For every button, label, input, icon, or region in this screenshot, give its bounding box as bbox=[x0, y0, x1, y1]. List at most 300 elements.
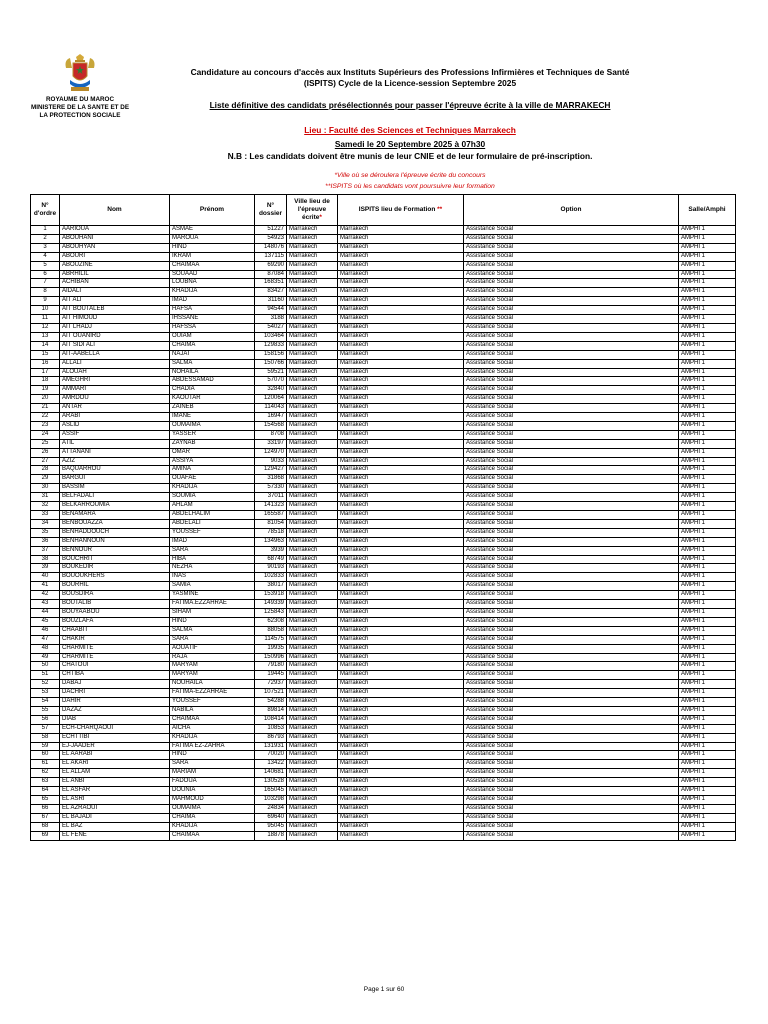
cell-option: Assistance Social bbox=[464, 323, 679, 332]
cell-ville: Marrakech bbox=[287, 778, 338, 787]
cell-ordre: 38 bbox=[31, 555, 60, 564]
cell-dossier: 103298 bbox=[255, 796, 287, 805]
cell-dossier: 88058 bbox=[255, 626, 287, 635]
cell-option: Assistance Social bbox=[464, 617, 679, 626]
cell-nom: AIT BOUTALEB bbox=[60, 306, 170, 315]
cell-ispits: Marrakech bbox=[338, 600, 464, 609]
cell-prenom: NOHAILA bbox=[170, 368, 255, 377]
cell-salle: AMPHI 1 bbox=[679, 439, 736, 448]
table-row bbox=[31, 466, 736, 475]
cell-prenom: HIND bbox=[170, 617, 255, 626]
table-row bbox=[31, 706, 736, 715]
cell-prenom: CHAIMA bbox=[170, 813, 255, 822]
cell-nom: ATIL bbox=[60, 439, 170, 448]
cell-option: Assistance Social bbox=[464, 430, 679, 439]
cell-dossier: 131931 bbox=[255, 742, 287, 751]
cell-ordre: 5 bbox=[31, 261, 60, 270]
cell-salle: AMPHI 1 bbox=[679, 724, 736, 733]
cell-ville: Marrakech bbox=[287, 804, 338, 813]
cell-nom: ABOURI bbox=[60, 252, 170, 261]
cell-salle: AMPHI 1 bbox=[679, 608, 736, 617]
cell-ispits: Marrakech bbox=[338, 252, 464, 261]
cell-ville: Marrakech bbox=[287, 796, 338, 805]
cell-ville: Marrakech bbox=[287, 484, 338, 493]
cell-ordre: 23 bbox=[31, 421, 60, 430]
cell-option: Assistance Social bbox=[464, 359, 679, 368]
exam-location: Lieu : Faculté des Sciences et Techniques Marrakech bbox=[304, 125, 516, 135]
cell-salle: AMPHI 1 bbox=[679, 653, 736, 662]
cell-ordre: 30 bbox=[31, 484, 60, 493]
cell-ispits: Marrakech bbox=[338, 297, 464, 306]
cell-ville: Marrakech bbox=[287, 404, 338, 413]
col-salle-header: Salle/Amphi bbox=[679, 195, 736, 226]
table-row bbox=[31, 288, 736, 297]
cell-dossier: 69290 bbox=[255, 261, 287, 270]
table-row bbox=[31, 635, 736, 644]
cell-ordre: 69 bbox=[31, 831, 60, 840]
cell-nom: BOUSDIRA bbox=[60, 591, 170, 600]
cell-nom: BOURHIL bbox=[60, 582, 170, 591]
cell-ordre: 16 bbox=[31, 359, 60, 368]
cell-ville: Marrakech bbox=[287, 359, 338, 368]
cell-option: Assistance Social bbox=[464, 404, 679, 413]
cell-option: Assistance Social bbox=[464, 368, 679, 377]
cell-option: Assistance Social bbox=[464, 733, 679, 742]
cell-ispits: Marrakech bbox=[338, 430, 464, 439]
cell-ville: Marrakech bbox=[287, 448, 338, 457]
table-row bbox=[31, 698, 736, 707]
cell-salle: AMPHI 1 bbox=[679, 680, 736, 689]
cell-dossier: 54027 bbox=[255, 323, 287, 332]
table-row bbox=[31, 323, 736, 332]
table-row bbox=[31, 234, 736, 243]
cell-nom: ABOUHYAN bbox=[60, 243, 170, 252]
cell-ville: Marrakech bbox=[287, 332, 338, 341]
cell-dossier: 57330 bbox=[255, 484, 287, 493]
cell-prenom: IHSSANE bbox=[170, 315, 255, 324]
cell-dossier: 51227 bbox=[255, 226, 287, 235]
cell-nom: EL FENE bbox=[60, 831, 170, 840]
ministry-header bbox=[20, 96, 140, 120]
coat-of-arms-icon bbox=[62, 54, 98, 94]
table-row bbox=[31, 306, 736, 315]
cell-salle: AMPHI 1 bbox=[679, 555, 736, 564]
cell-ordre: 57 bbox=[31, 724, 60, 733]
cell-prenom: KHADIJA bbox=[170, 733, 255, 742]
cell-ispits: Marrakech bbox=[338, 662, 464, 671]
cell-nom: DIAB bbox=[60, 715, 170, 724]
cell-ispits: Marrakech bbox=[338, 582, 464, 591]
cell-ville: Marrakech bbox=[287, 475, 338, 484]
table-row bbox=[31, 377, 736, 386]
cell-dossier: 72937 bbox=[255, 680, 287, 689]
cell-nom: DAHIR bbox=[60, 698, 170, 707]
cell-ordre: 14 bbox=[31, 341, 60, 350]
cell-ville: Marrakech bbox=[287, 519, 338, 528]
cell-ispits: Marrakech bbox=[338, 519, 464, 528]
table-row bbox=[31, 751, 736, 760]
cell-ordre: 65 bbox=[31, 796, 60, 805]
cell-option: Assistance Social bbox=[464, 608, 679, 617]
table-body bbox=[31, 226, 736, 841]
cell-nom: BOUZLAFA bbox=[60, 617, 170, 626]
cell-ispits: Marrakech bbox=[338, 822, 464, 831]
cell-salle: AMPHI 1 bbox=[679, 787, 736, 796]
cell-prenom: SALMA bbox=[170, 359, 255, 368]
cell-ispits: Marrakech bbox=[338, 635, 464, 644]
cell-prenom: YASSER bbox=[170, 430, 255, 439]
cell-ville: Marrakech bbox=[287, 769, 338, 778]
cell-nom: AIT-AABELLA bbox=[60, 350, 170, 359]
cell-nom: AARIOUA bbox=[60, 226, 170, 235]
cell-ville: Marrakech bbox=[287, 671, 338, 680]
cell-salle: AMPHI 1 bbox=[679, 404, 736, 413]
cell-salle: AMPHI 1 bbox=[679, 466, 736, 475]
table-row bbox=[31, 261, 736, 270]
table-row bbox=[31, 270, 736, 279]
cell-ville: Marrakech bbox=[287, 457, 338, 466]
cell-option: Assistance Social bbox=[464, 573, 679, 582]
cell-ordre: 37 bbox=[31, 546, 60, 555]
cell-salle: AMPHI 1 bbox=[679, 306, 736, 315]
cell-prenom: AOUATIF bbox=[170, 644, 255, 653]
cell-ordre: 6 bbox=[31, 270, 60, 279]
cell-prenom: NOUHAILA bbox=[170, 680, 255, 689]
cell-prenom: INAS bbox=[170, 573, 255, 582]
cell-ville: Marrakech bbox=[287, 635, 338, 644]
cell-option: Assistance Social bbox=[464, 644, 679, 653]
cell-ville: Marrakech bbox=[287, 413, 338, 422]
table-header-row bbox=[31, 195, 736, 226]
cell-salle: AMPHI 1 bbox=[679, 341, 736, 350]
cell-prenom: OUMAIMA bbox=[170, 421, 255, 430]
cell-prenom: CHADIA bbox=[170, 386, 255, 395]
cell-ordre: 1 bbox=[31, 226, 60, 235]
cell-ispits: Marrakech bbox=[338, 796, 464, 805]
table-row bbox=[31, 511, 736, 520]
cell-ordre: 15 bbox=[31, 350, 60, 359]
cell-dossier: 3188 bbox=[255, 315, 287, 324]
table-row bbox=[31, 796, 736, 805]
cell-dossier: 114575 bbox=[255, 635, 287, 644]
cell-nom: EL AARABI bbox=[60, 751, 170, 760]
cell-salle: AMPHI 1 bbox=[679, 626, 736, 635]
cell-dossier: 78518 bbox=[255, 528, 287, 537]
table-row bbox=[31, 769, 736, 778]
cell-option: Assistance Social bbox=[464, 332, 679, 341]
cell-nom: BELKARROUMIA bbox=[60, 502, 170, 511]
cell-ispits: Marrakech bbox=[338, 323, 464, 332]
cell-salle: AMPHI 1 bbox=[679, 796, 736, 805]
cell-salle: AMPHI 1 bbox=[679, 519, 736, 528]
table-row bbox=[31, 617, 736, 626]
cell-ville: Marrakech bbox=[287, 421, 338, 430]
cell-ordre: 42 bbox=[31, 591, 60, 600]
col-prenom-header: Prénom bbox=[170, 195, 255, 226]
cell-ordre: 27 bbox=[31, 457, 60, 466]
cell-dossier: 70020 bbox=[255, 751, 287, 760]
cell-prenom: SOUAAD bbox=[170, 270, 255, 279]
table-row bbox=[31, 671, 736, 680]
cell-dossier: 37011 bbox=[255, 493, 287, 502]
cell-ville: Marrakech bbox=[287, 270, 338, 279]
cell-salle: AMPHI 1 bbox=[679, 243, 736, 252]
cell-ispits: Marrakech bbox=[338, 653, 464, 662]
cell-salle: AMPHI 1 bbox=[679, 288, 736, 297]
cell-salle: AMPHI 1 bbox=[679, 413, 736, 422]
cell-prenom: SOUMIA bbox=[170, 493, 255, 502]
cell-ville: Marrakech bbox=[287, 315, 338, 324]
table-row bbox=[31, 653, 736, 662]
cell-prenom: CHAIMA bbox=[170, 341, 255, 350]
col-dossier-header: N° dossier bbox=[255, 195, 287, 226]
cell-ville: Marrakech bbox=[287, 555, 338, 564]
cell-salle: AMPHI 1 bbox=[679, 226, 736, 235]
cell-nom: ASSIF bbox=[60, 430, 170, 439]
cell-salle: AMPHI 1 bbox=[679, 475, 736, 484]
cell-nom: CHTIBA bbox=[60, 671, 170, 680]
cell-prenom: HAFSA bbox=[170, 306, 255, 315]
cell-ville: Marrakech bbox=[287, 733, 338, 742]
cell-ordre: 59 bbox=[31, 742, 60, 751]
cell-nom: ABOUHANI bbox=[60, 234, 170, 243]
cell-dossier: 59521 bbox=[255, 368, 287, 377]
cell-dossier: 94544 bbox=[255, 306, 287, 315]
cell-ispits: Marrakech bbox=[338, 617, 464, 626]
table-row bbox=[31, 297, 736, 306]
cell-salle: AMPHI 1 bbox=[679, 644, 736, 653]
cell-salle: AMPHI 1 bbox=[679, 635, 736, 644]
cell-salle: AMPHI 1 bbox=[679, 573, 736, 582]
cell-salle: AMPHI 1 bbox=[679, 493, 736, 502]
cell-salle: AMPHI 1 bbox=[679, 733, 736, 742]
cell-ispits: Marrakech bbox=[338, 706, 464, 715]
cell-salle: AMPHI 1 bbox=[679, 511, 736, 520]
cell-ispits: Marrakech bbox=[338, 778, 464, 787]
cell-ville: Marrakech bbox=[287, 608, 338, 617]
cell-option: Assistance Social bbox=[464, 742, 679, 751]
cell-ville: Marrakech bbox=[287, 680, 338, 689]
cell-dossier: 89814 bbox=[255, 706, 287, 715]
cell-option: Assistance Social bbox=[464, 297, 679, 306]
cell-ordre: 56 bbox=[31, 715, 60, 724]
cell-dossier: 130528 bbox=[255, 778, 287, 787]
cell-nom: EL ANBI bbox=[60, 778, 170, 787]
cell-ordre: 43 bbox=[31, 600, 60, 609]
cell-salle: AMPHI 1 bbox=[679, 742, 736, 751]
cell-nom: CHARMITE bbox=[60, 653, 170, 662]
cell-prenom: IKRAM bbox=[170, 252, 255, 261]
cell-ispits: Marrakech bbox=[338, 448, 464, 457]
cell-salle: AMPHI 1 bbox=[679, 359, 736, 368]
col-nom-header: Nom bbox=[60, 195, 170, 226]
cell-prenom: FATIMA.EZZAHRAE bbox=[170, 600, 255, 609]
cell-ville: Marrakech bbox=[287, 502, 338, 511]
cell-dossier: 13422 bbox=[255, 760, 287, 769]
cell-ispits: Marrakech bbox=[338, 484, 464, 493]
cell-ordre: 12 bbox=[31, 323, 60, 332]
cell-option: Assistance Social bbox=[464, 466, 679, 475]
cell-ordre: 7 bbox=[31, 279, 60, 288]
cell-ordre: 13 bbox=[31, 332, 60, 341]
cell-ispits: Marrakech bbox=[338, 564, 464, 573]
table-row bbox=[31, 724, 736, 733]
cell-salle: AMPHI 1 bbox=[679, 421, 736, 430]
cell-salle: AMPHI 1 bbox=[679, 760, 736, 769]
cell-option: Assistance Social bbox=[464, 778, 679, 787]
cell-prenom: NABILA bbox=[170, 706, 255, 715]
cell-nom: AIT SIDI ALI bbox=[60, 341, 170, 350]
cell-ville: Marrakech bbox=[287, 537, 338, 546]
cell-ispits: Marrakech bbox=[338, 787, 464, 796]
cell-option: Assistance Social bbox=[464, 457, 679, 466]
table-row bbox=[31, 582, 736, 591]
cell-option: Assistance Social bbox=[464, 252, 679, 261]
cell-salle: AMPHI 1 bbox=[679, 617, 736, 626]
cell-ordre: 52 bbox=[31, 680, 60, 689]
title-line: Candidature au concours d'accès aux Instituts Supérieurs des Professions Infirmières et Techniques de Santé bbox=[190, 67, 630, 77]
cell-ispits: Marrakech bbox=[338, 733, 464, 742]
page-footer: Page 1 sur 60 bbox=[363, 986, 405, 993]
cell-salle: AMPHI 1 bbox=[679, 270, 736, 279]
cell-dossier: 10853 bbox=[255, 724, 287, 733]
cell-ispits: Marrakech bbox=[338, 537, 464, 546]
cell-option: Assistance Social bbox=[464, 591, 679, 600]
cell-ville: Marrakech bbox=[287, 698, 338, 707]
cell-dossier: 8708 bbox=[255, 430, 287, 439]
cell-nom: BENNOUR bbox=[60, 546, 170, 555]
cell-dossier: 31160 bbox=[255, 297, 287, 306]
table-row bbox=[31, 662, 736, 671]
cell-option: Assistance Social bbox=[464, 502, 679, 511]
cell-dossier: 9033 bbox=[255, 457, 287, 466]
cell-nom: EL BAJADI bbox=[60, 813, 170, 822]
cell-option: Assistance Social bbox=[464, 528, 679, 537]
cell-prenom: MARYAM bbox=[170, 671, 255, 680]
cell-salle: AMPHI 1 bbox=[679, 831, 736, 840]
cell-ordre: 34 bbox=[31, 519, 60, 528]
cell-prenom: KAOUTAR bbox=[170, 395, 255, 404]
cell-nom: AMEGHRI bbox=[60, 377, 170, 386]
cell-nom: BASSIM bbox=[60, 484, 170, 493]
cell-prenom: OUIAM bbox=[170, 332, 255, 341]
ministry-line: ROYAUME DU MAROC bbox=[46, 96, 114, 103]
table-row bbox=[31, 502, 736, 511]
cell-ispits: Marrakech bbox=[338, 350, 464, 359]
cell-ispits: Marrakech bbox=[338, 306, 464, 315]
cell-salle: AMPHI 1 bbox=[679, 315, 736, 324]
col-ville-label: Ville lieu de l'épreuve écrite bbox=[294, 198, 330, 221]
cell-nom: AIT LHADJ bbox=[60, 323, 170, 332]
cell-ordre: 19 bbox=[31, 386, 60, 395]
cell-option: Assistance Social bbox=[464, 377, 679, 386]
cell-ville: Marrakech bbox=[287, 323, 338, 332]
cell-ordre: 33 bbox=[31, 511, 60, 520]
cell-prenom: CHAIMAA bbox=[170, 715, 255, 724]
cell-prenom: OUAFAE bbox=[170, 475, 255, 484]
cell-ville: Marrakech bbox=[287, 528, 338, 537]
cell-dossier: 79180 bbox=[255, 662, 287, 671]
cell-prenom: ABDESSAMAD bbox=[170, 377, 255, 386]
cell-dossier: 150996 bbox=[255, 653, 287, 662]
cell-option: Assistance Social bbox=[464, 564, 679, 573]
table-row bbox=[31, 528, 736, 537]
cell-nom: AIT HIMOUD bbox=[60, 315, 170, 324]
cell-dossier: 129833 bbox=[255, 341, 287, 350]
cell-prenom: ZAYNAB bbox=[170, 439, 255, 448]
table-row bbox=[31, 813, 736, 822]
cell-ispits: Marrakech bbox=[338, 689, 464, 698]
cell-salle: AMPHI 1 bbox=[679, 715, 736, 724]
cell-nom: EL AKARI bbox=[60, 760, 170, 769]
table-row bbox=[31, 243, 736, 252]
cell-salle: AMPHI 1 bbox=[679, 778, 736, 787]
cell-ordre: 21 bbox=[31, 404, 60, 413]
cell-ordre: 10 bbox=[31, 306, 60, 315]
cell-prenom: MARIAM bbox=[170, 769, 255, 778]
ministry-line: MINISTERE DE LA SANTE ET DE bbox=[30, 104, 130, 111]
cell-ordre: 20 bbox=[31, 395, 60, 404]
cell-dossier: 18878 bbox=[255, 831, 287, 840]
table-row bbox=[31, 484, 736, 493]
cell-option: Assistance Social bbox=[464, 395, 679, 404]
table-row bbox=[31, 564, 736, 573]
cell-option: Assistance Social bbox=[464, 751, 679, 760]
cell-ville: Marrakech bbox=[287, 600, 338, 609]
cell-prenom: IMANE bbox=[170, 413, 255, 422]
table-row bbox=[31, 421, 736, 430]
footnote-ville: *Ville où se déroulera l'épreuve écrite du concours bbox=[334, 172, 486, 179]
cell-nom: ABRHILIL bbox=[60, 270, 170, 279]
cell-salle: AMPHI 1 bbox=[679, 448, 736, 457]
table-row bbox=[31, 742, 736, 751]
cell-ordre: 8 bbox=[31, 288, 60, 297]
table-row bbox=[31, 341, 736, 350]
cell-prenom: RAJA bbox=[170, 653, 255, 662]
cell-ispits: Marrakech bbox=[338, 377, 464, 386]
cell-prenom: KHADIJA bbox=[170, 288, 255, 297]
cell-option: Assistance Social bbox=[464, 439, 679, 448]
cell-option: Assistance Social bbox=[464, 582, 679, 591]
cell-ordre: 22 bbox=[31, 413, 60, 422]
cell-salle: AMPHI 1 bbox=[679, 261, 736, 270]
cell-ispits: Marrakech bbox=[338, 644, 464, 653]
cell-dossier: 168351 bbox=[255, 279, 287, 288]
table-row bbox=[31, 689, 736, 698]
cell-ispits: Marrakech bbox=[338, 359, 464, 368]
cell-option: Assistance Social bbox=[464, 626, 679, 635]
cell-option: Assistance Social bbox=[464, 769, 679, 778]
cell-prenom: SARA bbox=[170, 635, 255, 644]
cell-nom: ECH-CHARQAOUI bbox=[60, 724, 170, 733]
cell-ispits: Marrakech bbox=[338, 680, 464, 689]
cell-ville: Marrakech bbox=[287, 813, 338, 822]
cell-ispits: Marrakech bbox=[338, 724, 464, 733]
cell-dossier: 54288 bbox=[255, 698, 287, 707]
cell-salle: AMPHI 1 bbox=[679, 689, 736, 698]
cell-option: Assistance Social bbox=[464, 671, 679, 680]
cell-nom: EL ASFAR bbox=[60, 787, 170, 796]
cell-dossier: 120064 bbox=[255, 395, 287, 404]
cell-dossier: 3939 bbox=[255, 546, 287, 555]
cell-prenom: CHAIMAA bbox=[170, 261, 255, 270]
cell-option: Assistance Social bbox=[464, 270, 679, 279]
cell-ordre: 24 bbox=[31, 430, 60, 439]
cell-dossier: 90193 bbox=[255, 564, 287, 573]
cell-dossier: 102833 bbox=[255, 573, 287, 582]
cell-prenom: FADOUA bbox=[170, 778, 255, 787]
table-row bbox=[31, 439, 736, 448]
